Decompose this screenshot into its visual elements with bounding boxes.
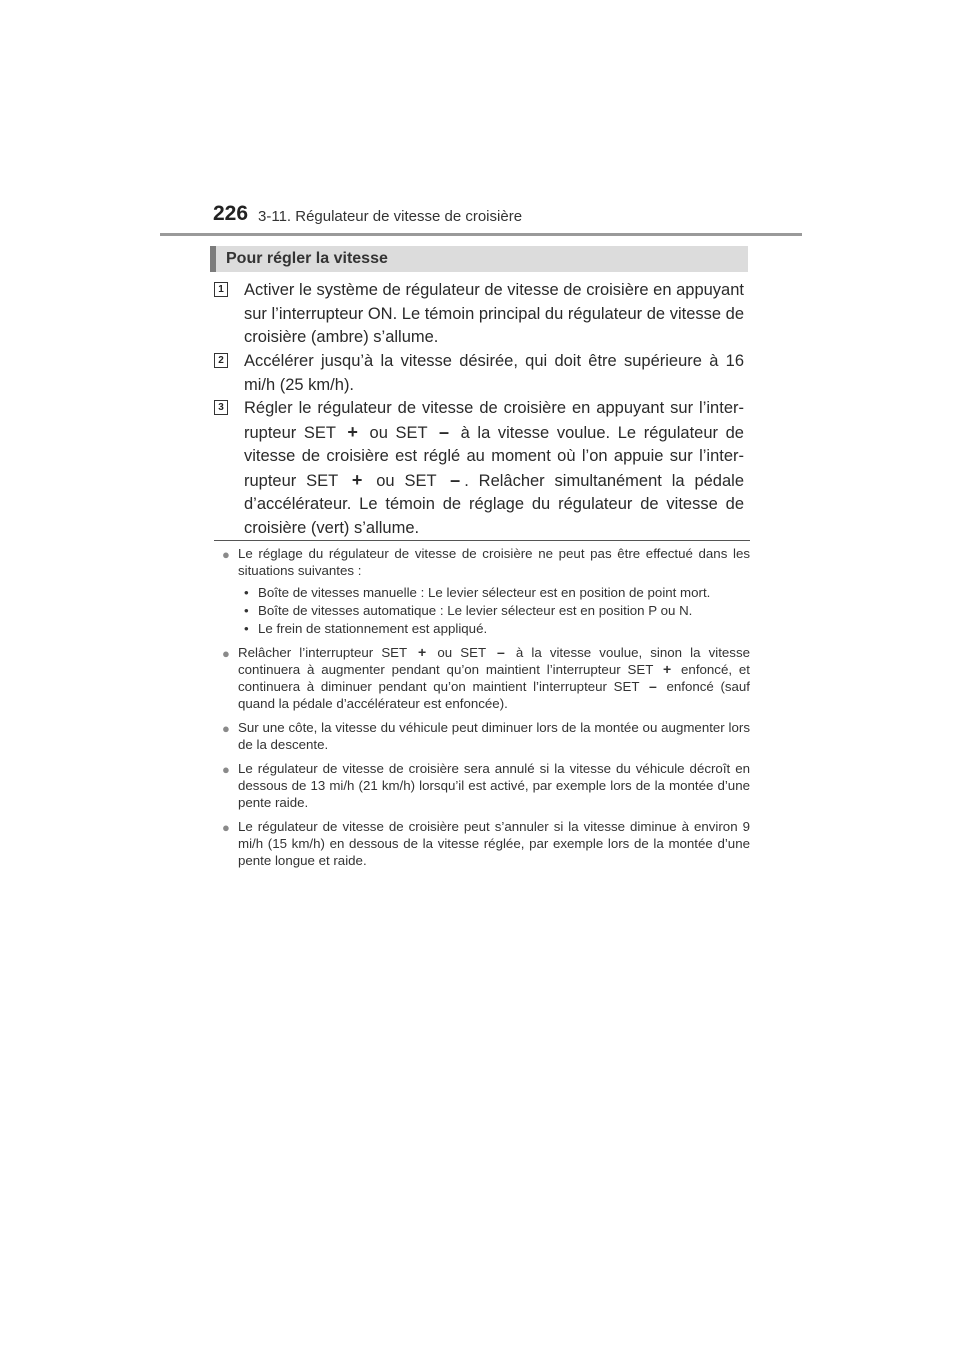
note-text: Le réglage du régulateur de vitesse de croisière ne peut pas être effectué dans les situations suivantes : (238, 546, 750, 578)
sub-bullet-icon: • (244, 603, 249, 618)
step-number-2: 2 (214, 353, 228, 368)
header-divider (160, 233, 802, 236)
step-text-2: Accélérer jusqu’à la vitesse désirée, qui doit être supérieure à 16 mi/h (25 km/h). (244, 352, 744, 394)
step-3-text-part: à la vitesse voulue. Le régulateur de vitesse de croisière est réglé au moment où l’on appuie sur l’interrupteur SET (244, 423, 744, 490)
step-number-3: 3 (214, 400, 228, 415)
step-3-text-part: ou SET (376, 471, 437, 490)
note-text: enfoncé, et continuera à diminuer pendant qu’on maintient l’interrupteur SET (238, 662, 750, 694)
step-2 (214, 350, 744, 397)
note-text: à la vitesse voulue, sinon la vitesse continuera à augmenter pendant qu’on maintient l’interrupteur SET (238, 645, 750, 677)
note-item (222, 644, 750, 712)
notes-list (222, 545, 750, 876)
page-number: 226 (213, 202, 249, 225)
note-subitem (238, 620, 750, 637)
note-text: Sur une côte, la vitesse du véhicule peut diminuer lors de la montée ou augmenter lors de la descente. (238, 720, 750, 752)
section-heading: Pour régler la vitesse (210, 246, 748, 272)
page-header (213, 200, 803, 236)
step-1 (214, 279, 744, 350)
note-item (222, 760, 750, 811)
step-number-1: 1 (214, 282, 228, 297)
minus-icon: – (496, 644, 505, 660)
step-3 (214, 397, 744, 540)
steps-divider (214, 540, 750, 541)
step-text-1: Activer le système de régulateur de vitesse de croisière en appuyant sur l’interrupteur ON. Le témoin principal du régulateur de vitesse de croisière (ambre) s’allume. (244, 281, 744, 346)
step-3-text-part: Régler le régulateur de vitesse de croisière en appuyant sur l’interrupteur SET (244, 399, 744, 442)
note-item (222, 719, 750, 753)
sub-bullet-icon: • (244, 621, 249, 636)
bullet-icon: ● (222, 547, 230, 562)
note-subitem-text: Boîte de vitesses manuelle : Le levier sélecteur est en position de point mort. (258, 585, 711, 600)
sub-bullet-icon: • (244, 585, 249, 600)
plus-icon: + (351, 469, 363, 490)
bullet-icon: ● (222, 646, 230, 661)
note-subitem-text: Boîte de vitesses automatique : Le levier sélecteur est en position P ou N. (258, 603, 693, 618)
plus-icon: + (418, 644, 427, 660)
note-text: ou SET (437, 645, 486, 660)
minus-icon: – (450, 469, 461, 490)
note-subitem (238, 584, 750, 601)
note-item (222, 818, 750, 869)
note-text: Le régulateur de vitesse de croisière sera annulé si la vitesse du véhicule décroît en dessous de 13 mi/h (21 km/h) lorsqu’il est activé, par exemple lors de la montée d’une pente raide. (238, 761, 750, 810)
note-subitem (238, 602, 750, 619)
chapter-title: 3-11. Régulateur de vitesse de croisière (258, 208, 523, 225)
note-text: Le régulateur de vitesse de croisière peut s’annuler si la vitesse diminue à environ 9 mi/h (15 km/h) en dessous de la vitesse réglée, par exemple lors de la montée d’une pente longue et raide. (238, 819, 750, 868)
step-3-text-part: ou SET (369, 423, 428, 442)
bullet-icon: ● (222, 721, 230, 736)
note-subitem-text: Le frein de stationnement est appliqué. (258, 621, 488, 636)
note-sublist (238, 584, 750, 637)
note-item (222, 545, 750, 637)
bullet-icon: ● (222, 820, 230, 835)
note-text: Relâcher l’interrupteur SET (238, 645, 407, 660)
minus-icon: – (438, 421, 449, 442)
bullet-icon: ● (222, 762, 230, 777)
step-text-3 (244, 397, 744, 540)
plus-icon: + (662, 661, 672, 677)
step-3-text-part: . Relâcher simultanément la pédale d’accélérateur. Le témoin de réglage du régulateur de vitesse de croisière (vert) s’allume. (244, 471, 745, 537)
plus-icon: + (347, 421, 358, 442)
note-text: enfoncé (sauf quand la pédale d’accélérateur est enfoncée). (238, 679, 751, 711)
minus-icon: – (648, 678, 657, 694)
